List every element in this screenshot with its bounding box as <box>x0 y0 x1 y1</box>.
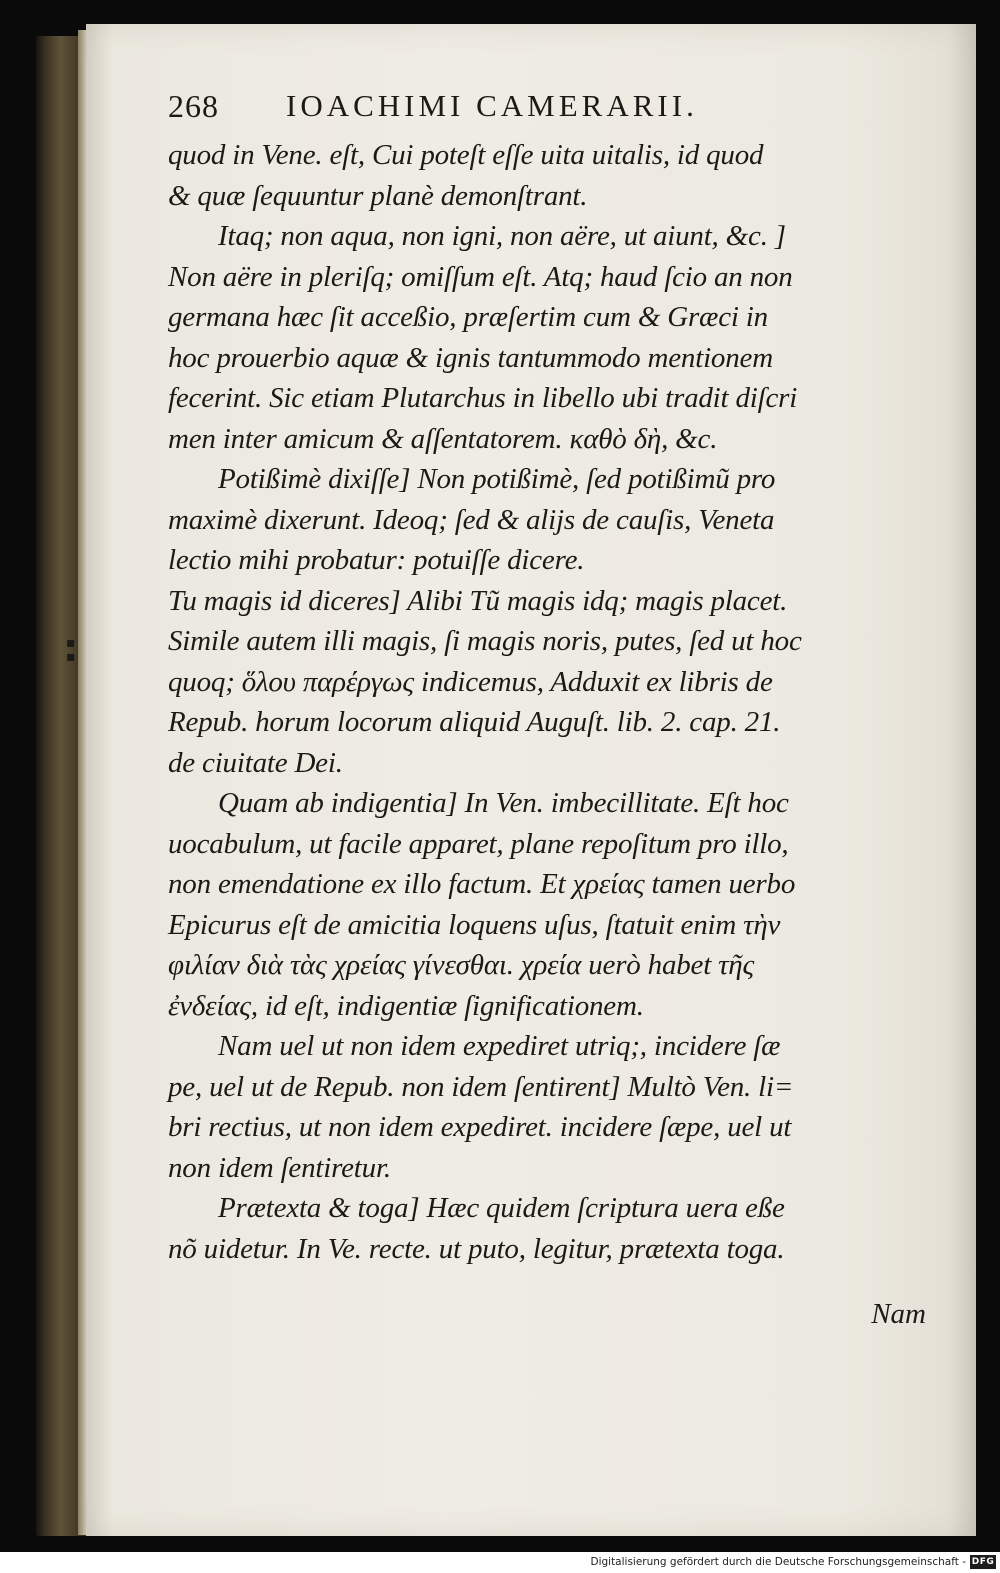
text-line: pe, uel ut de Repub. non idem ſentirent] Multò Ven. li= <box>168 1070 794 1103</box>
text-line: φιλίαν διὰ τὰς χρείας γίνεσθαι. χρεία uerò habet τῆς <box>168 949 755 981</box>
text-line: Itaq; non aqua, non igni, non aëre, ut aiunt, &c. ] <box>218 220 786 252</box>
text-line: non idem ſentiretur. <box>168 1151 391 1184</box>
text-line: hoc prouerbio aquæ & ignis tantummodo mentionem <box>168 341 773 374</box>
text-line: Prætexta & toga] Hæc quidem ſcriptura uera eßе <box>218 1192 785 1224</box>
text-line: Potißimè dixiſſe] Non potißimè, ſed potißimũ pro <box>218 463 776 495</box>
text-line: uocabulum, ut facile apparet, plane repoſitum pro illo, <box>168 827 789 860</box>
spine-mark: ▪ ▪ <box>66 635 76 665</box>
page-text <box>168 135 858 1269</box>
text-line: Repub. horum locorum aliquid Auguſt. lib. 2. cap. 21. <box>168 706 781 738</box>
page-number: 268 <box>168 88 219 124</box>
text-line: ἐνδείας, id eſt, indigentiæ ſignificationem. <box>168 989 644 1022</box>
text-line: de ciuitate Dei. <box>168 746 343 779</box>
page-header <box>168 88 848 138</box>
text-line: Tu magis id diceres] Alibi Tũ magis idq; magis placet. <box>168 584 788 617</box>
text-line: non emendatione ex illo factum. Et χρείας tamen uerbo <box>168 868 796 900</box>
footer-bar <box>0 1552 1000 1573</box>
text-line: bri rectius, ut non idem expediret. incidere ſæpe, uel ut <box>168 1111 792 1143</box>
text-line: quoq; ὅλου παρέργως indicemus, Adduxit ex libris de <box>168 665 773 698</box>
text-line: Nam uel ut non idem expediret utriq;, incidere ſæ <box>218 1030 781 1062</box>
digitization-credit: Digitalisierung gefördert durch die Deutsche Forschungsgemeinschaft - <box>590 1556 966 1568</box>
dfg-logo: DFG <box>971 1557 995 1567</box>
text-line: quod in Vene. eſt, Cui poteſt eſſe uita uitalis, id quod <box>168 139 764 171</box>
text-line: lectio mihi probatur: potuiſſe dicere. <box>168 544 585 576</box>
text-line: Simile autem illi magis, ſi magis noris, putes, ſed ut hoc <box>168 625 802 657</box>
text-line: maximè dixerunt. Ideoq; ſed & aliјs de cauſis, Veneta <box>168 503 775 536</box>
text-line: Non aëre in pleriſq; omiſſum eſt. Atq; haud ſcio an non <box>168 260 793 293</box>
text-line: men inter amicum & aſſentatorem. καθὸ δὴ, &c. <box>168 422 718 455</box>
text-line: Epicurus eſt de amicitia loquens uſus, ſtatuit enim τὴν <box>168 908 781 941</box>
text-line: germana hæc ſit acceßio, præſertim cum & Græci in <box>168 301 768 333</box>
text-line: & quæ ſequuntur planè demonſtrant. <box>168 179 588 212</box>
catchword: Nam <box>871 1298 926 1330</box>
text-line: nõ uidetur. In Ve. recte. ut puto, legitur, prætexta toga. <box>168 1232 785 1265</box>
text-line: fecerint. Sic etiam Plutarchus in libello ubi tradit diſcri <box>168 382 798 414</box>
running-head: IOACHIMI CAMERARII. <box>286 88 698 123</box>
text-line: Quam ab indigentia] In Ven. imbecillitate. Eſt hoc <box>218 787 789 819</box>
